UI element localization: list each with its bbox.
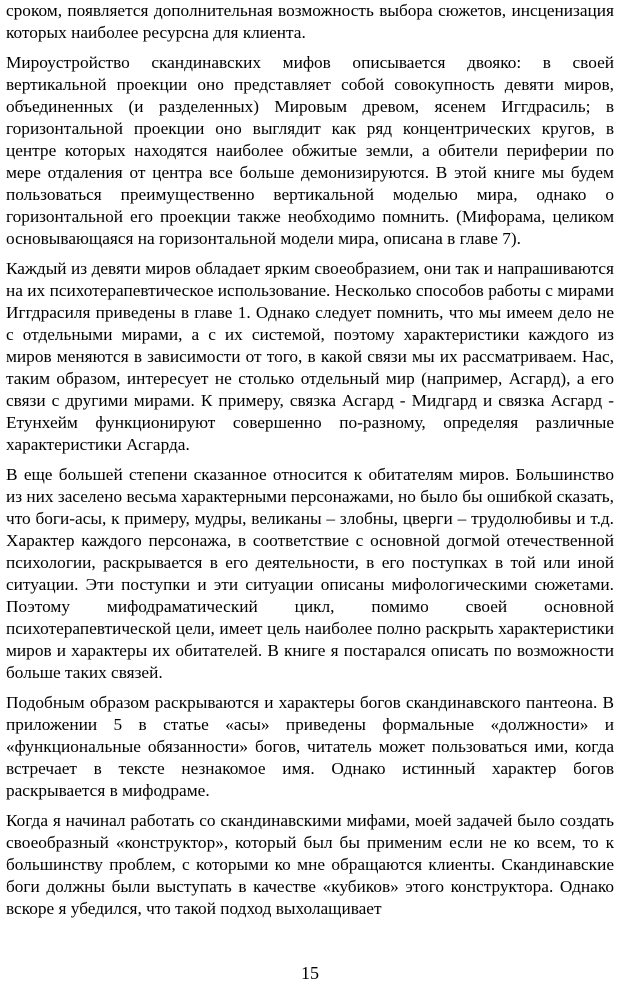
body-text [6, 0, 614, 928]
page-number: 15 [301, 963, 319, 983]
paragraph: В еще большей степени сказанное относится к обитателям миров. Большинство из них заселено весьма характерными персонажами, но было бы ошибкой сказать, что боги-асы, к примеру, мудры, великаны – злобны, цверги – трудолюбивы и т.д. Характер каждого персонажа, в соответствие с основной догмой отечественной психологии, раскрывается в его деятельности, в его поступках в той или иной ситуации. Эти поступки и эти ситуации описаны мифологическими сюжетами. Поэтому мифодраматический цикл, помимо своей основной психотерапевтической цели, имеет цель наиболее полно раскрыть характеристики миров и характеры их обитателей. В книге я постарался описать по возможности больше таких связей. [6, 465, 614, 682]
paragraph: Когда я начинал работать со скандинавскими мифами, моей задачей было создать своеобразный «конструктор», который был бы применим если не ко всем, то к большинству проблем, с которыми ко мне обращаются клиенты. Скандинавские боги должны были выступать в качестве «кубиков» этого конструктора. Однако вскоре я убедился, что такой подход выхолащивает [6, 811, 614, 918]
paragraph: Каждый из девяти миров обладает ярким своеобразием, они так и напрашиваются на их психотерапевтическое использование. Несколько способов работы с мирами Иггдрасиля приведены в главе 1. Однако следует помнить, что мы имеем дело не с отдельными мирами, а с их системой, поэтому характеристики каждого из миров меняются в зависимости от того, в какой связи мы их рассматриваем. Нас, таким образом, интересует не столько отдельный мир (например, Асгард), а его связи с другими мирами. К примеру, связка Асгард - Мидгард и связка Асгард - Етунхейм функционируют совершенно по-разному, определяя различные характеристики Асгарда. [6, 259, 614, 454]
paragraph: Мироустройство скандинавских мифов описывается двояко: в своей вертикальной проекции оно представляет собой совокупность девяти миров, объединенных (и разделенных) Мировым древом, ясенем Иггдрасиль; в горизонтальной проекции оно выглядит как ряд концентрических кругов, в центре которых находятся наиболее обжитые земли, а обители периферии по мере отдаления от центра все больше демонизируются. В этой книге мы будем пользоваться преимущественно вертикальной моделью мира, однако о горизонтальной его проекции также необходимо помнить. (Мифорама, целиком основывающаяся на горизонтальной модели мира, описана в главе 7). [6, 53, 614, 248]
paragraph: сроком, появляется дополнительная возможность выбора сюжетов, инсценизация которых наиболее ресурсна для клиента. [6, 1, 614, 42]
paragraph: Подобным образом раскрываются и характеры богов скандинавского пантеона. В приложении 5 в статье «асы» приведены формальные «должности» и «функциональные обязанности» богов, читатель может пользоваться ими, когда встречает в тексте незнакомое имя. Однако истинный характер богов раскрывается в мифодраме. [6, 693, 614, 800]
